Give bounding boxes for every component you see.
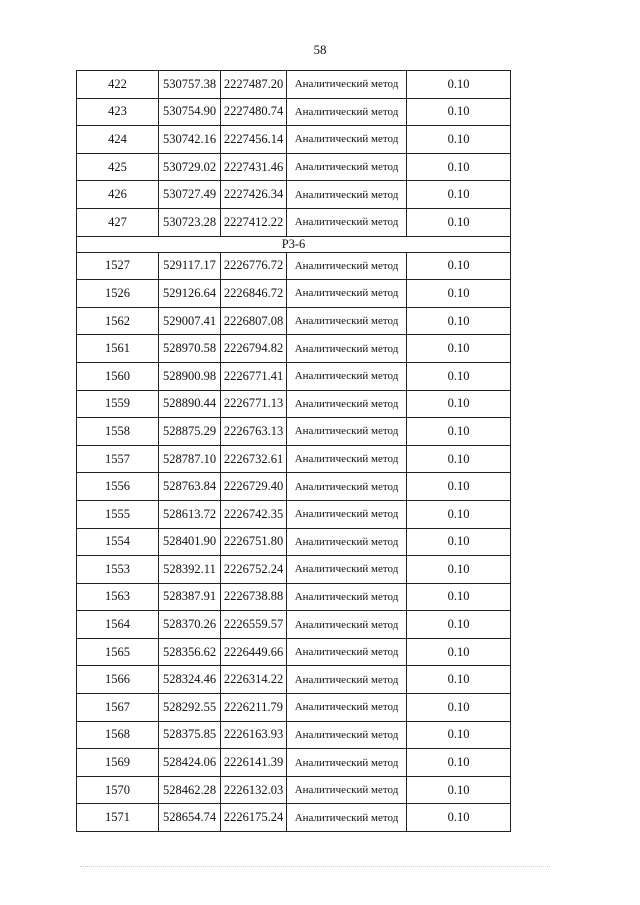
- x-coordinate-cell: 528763.84: [159, 473, 221, 501]
- y-coordinate-cell: 2226163.93: [221, 721, 287, 749]
- accuracy-cell: 0.10: [407, 126, 511, 154]
- method-cell: Аналитический метод: [287, 611, 407, 639]
- table-row: [77, 390, 511, 418]
- point-number-cell: 1557: [77, 445, 159, 473]
- x-coordinate-cell: 528370.26: [159, 611, 221, 639]
- table-row: [77, 445, 511, 473]
- x-coordinate-cell: 530742.16: [159, 126, 221, 154]
- y-coordinate-cell: 2227480.74: [221, 98, 287, 126]
- y-coordinate-cell: 2226732.61: [221, 445, 287, 473]
- point-number-cell: 425: [77, 153, 159, 181]
- accuracy-cell: 0.10: [407, 445, 511, 473]
- x-coordinate-cell: 530727.49: [159, 181, 221, 209]
- x-coordinate-cell: 529117.17: [159, 252, 221, 280]
- y-coordinate-cell: 2226211.79: [221, 694, 287, 722]
- accuracy-cell: 0.10: [407, 98, 511, 126]
- x-coordinate-cell: 528890.44: [159, 390, 221, 418]
- point-number-cell: 1553: [77, 556, 159, 584]
- y-coordinate-cell: 2226751.80: [221, 528, 287, 556]
- method-cell: Аналитический метод: [287, 307, 407, 335]
- y-coordinate-cell: 2226742.35: [221, 500, 287, 528]
- accuracy-cell: 0.10: [407, 638, 511, 666]
- x-coordinate-cell: 529126.64: [159, 280, 221, 308]
- y-coordinate-cell: 2226729.40: [221, 473, 287, 501]
- table-row: [77, 500, 511, 528]
- point-number-cell: 1568: [77, 721, 159, 749]
- table-row: [77, 473, 511, 501]
- table-row: [77, 208, 511, 236]
- point-number-cell: 1563: [77, 583, 159, 611]
- x-coordinate-cell: 528324.46: [159, 666, 221, 694]
- point-number-cell: 1561: [77, 335, 159, 363]
- y-coordinate-cell: 2227456.14: [221, 126, 287, 154]
- point-number-cell: 1565: [77, 638, 159, 666]
- y-coordinate-cell: 2226752.24: [221, 556, 287, 584]
- point-number-cell: 1556: [77, 473, 159, 501]
- table-row: [77, 666, 511, 694]
- method-cell: Аналитический метод: [287, 280, 407, 308]
- y-coordinate-cell: 2226794.82: [221, 335, 287, 363]
- accuracy-cell: 0.10: [407, 153, 511, 181]
- accuracy-cell: 0.10: [407, 418, 511, 446]
- y-coordinate-cell: 2227487.20: [221, 71, 287, 99]
- method-cell: Аналитический метод: [287, 362, 407, 390]
- method-cell: Аналитический метод: [287, 776, 407, 804]
- accuracy-cell: 0.10: [407, 776, 511, 804]
- y-coordinate-cell: 2226846.72: [221, 280, 287, 308]
- table-row: [77, 611, 511, 639]
- accuracy-cell: 0.10: [407, 390, 511, 418]
- table-row: [77, 307, 511, 335]
- accuracy-cell: 0.10: [407, 252, 511, 280]
- accuracy-cell: 0.10: [407, 71, 511, 99]
- method-cell: Аналитический метод: [287, 181, 407, 209]
- point-number-cell: 1554: [77, 528, 159, 556]
- point-number-cell: 1567: [77, 694, 159, 722]
- x-coordinate-cell: 530757.38: [159, 71, 221, 99]
- method-cell: Аналитический метод: [287, 556, 407, 584]
- method-cell: Аналитический метод: [287, 208, 407, 236]
- method-cell: Аналитический метод: [287, 749, 407, 777]
- y-coordinate-cell: 2226738.88: [221, 583, 287, 611]
- table-row: [77, 98, 511, 126]
- point-number-cell: 1571: [77, 804, 159, 832]
- x-coordinate-cell: 528900.98: [159, 362, 221, 390]
- table-row: [77, 280, 511, 308]
- table-row: [77, 776, 511, 804]
- accuracy-cell: 0.10: [407, 804, 511, 832]
- accuracy-cell: 0.10: [407, 556, 511, 584]
- y-coordinate-cell: 2227426.34: [221, 181, 287, 209]
- point-number-cell: 1569: [77, 749, 159, 777]
- point-number-cell: 1560: [77, 362, 159, 390]
- accuracy-cell: 0.10: [407, 583, 511, 611]
- table-row: [77, 71, 511, 99]
- table-row: [77, 638, 511, 666]
- method-cell: Аналитический метод: [287, 418, 407, 446]
- x-coordinate-cell: 529007.41: [159, 307, 221, 335]
- x-coordinate-cell: 528387.91: [159, 583, 221, 611]
- table-row: [77, 126, 511, 154]
- y-coordinate-cell: 2226807.08: [221, 307, 287, 335]
- x-coordinate-cell: 528292.55: [159, 694, 221, 722]
- point-number-cell: 1570: [77, 776, 159, 804]
- accuracy-cell: 0.10: [407, 666, 511, 694]
- table-row: [77, 153, 511, 181]
- x-coordinate-cell: 530754.90: [159, 98, 221, 126]
- x-coordinate-cell: 528970.58: [159, 335, 221, 363]
- point-number-cell: 1559: [77, 390, 159, 418]
- method-cell: Аналитический метод: [287, 153, 407, 181]
- table-row: [77, 418, 511, 446]
- x-coordinate-cell: 528787.10: [159, 445, 221, 473]
- x-coordinate-cell: 530729.02: [159, 153, 221, 181]
- y-coordinate-cell: 2226763.13: [221, 418, 287, 446]
- accuracy-cell: 0.10: [407, 362, 511, 390]
- table-row: [77, 556, 511, 584]
- table-row: [77, 583, 511, 611]
- accuracy-cell: 0.10: [407, 280, 511, 308]
- method-cell: Аналитический метод: [287, 694, 407, 722]
- method-cell: Аналитический метод: [287, 500, 407, 528]
- method-cell: Аналитический метод: [287, 721, 407, 749]
- method-cell: Аналитический метод: [287, 666, 407, 694]
- point-number-cell: 1562: [77, 307, 159, 335]
- accuracy-cell: 0.10: [407, 307, 511, 335]
- table-row: [77, 694, 511, 722]
- x-coordinate-cell: 528654.74: [159, 804, 221, 832]
- table-row: [77, 181, 511, 209]
- method-cell: Аналитический метод: [287, 252, 407, 280]
- accuracy-cell: 0.10: [407, 208, 511, 236]
- coordinates-table: [76, 70, 511, 832]
- accuracy-cell: 0.10: [407, 335, 511, 363]
- x-coordinate-cell: 530723.28: [159, 208, 221, 236]
- x-coordinate-cell: 528613.72: [159, 500, 221, 528]
- table-row: [77, 804, 511, 832]
- y-coordinate-cell: 2226132.03: [221, 776, 287, 804]
- accuracy-cell: 0.10: [407, 181, 511, 209]
- method-cell: Аналитический метод: [287, 638, 407, 666]
- y-coordinate-cell: 2226141.39: [221, 749, 287, 777]
- method-cell: Аналитический метод: [287, 583, 407, 611]
- point-number-cell: 1558: [77, 418, 159, 446]
- y-coordinate-cell: 2226449.66: [221, 638, 287, 666]
- x-coordinate-cell: 528401.90: [159, 528, 221, 556]
- x-coordinate-cell: 528424.06: [159, 749, 221, 777]
- x-coordinate-cell: 528462.28: [159, 776, 221, 804]
- page-number: 58: [313, 42, 327, 57]
- y-coordinate-cell: 2226314.22: [221, 666, 287, 694]
- x-coordinate-cell: 528875.29: [159, 418, 221, 446]
- point-number-cell: 1564: [77, 611, 159, 639]
- method-cell: Аналитический метод: [287, 335, 407, 363]
- table-row: [77, 528, 511, 556]
- accuracy-cell: 0.10: [407, 528, 511, 556]
- y-coordinate-cell: 2226771.13: [221, 390, 287, 418]
- method-cell: Аналитический метод: [287, 804, 407, 832]
- y-coordinate-cell: 2227412.22: [221, 208, 287, 236]
- method-cell: Аналитический метод: [287, 71, 407, 99]
- accuracy-cell: 0.10: [407, 500, 511, 528]
- method-cell: Аналитический метод: [287, 98, 407, 126]
- coordinates-table-body: [77, 71, 511, 832]
- table-row: [77, 749, 511, 777]
- accuracy-cell: 0.10: [407, 611, 511, 639]
- footer-scan-marks: [80, 866, 550, 867]
- table-row: [77, 362, 511, 390]
- point-number-cell: 422: [77, 71, 159, 99]
- y-coordinate-cell: 2226175.24: [221, 804, 287, 832]
- y-coordinate-cell: 2226559.57: [221, 611, 287, 639]
- section-label: Р3-6: [77, 236, 511, 252]
- y-coordinate-cell: 2226776.72: [221, 252, 287, 280]
- point-number-cell: 426: [77, 181, 159, 209]
- method-cell: Аналитический метод: [287, 390, 407, 418]
- method-cell: Аналитический метод: [287, 473, 407, 501]
- y-coordinate-cell: 2226771.41: [221, 362, 287, 390]
- table-row: [77, 252, 511, 280]
- y-coordinate-cell: 2227431.46: [221, 153, 287, 181]
- x-coordinate-cell: 528392.11: [159, 556, 221, 584]
- x-coordinate-cell: 528375.85: [159, 721, 221, 749]
- accuracy-cell: 0.10: [407, 694, 511, 722]
- point-number-cell: 424: [77, 126, 159, 154]
- point-number-cell: 1555: [77, 500, 159, 528]
- table-row: [77, 721, 511, 749]
- section-header-row: [77, 236, 511, 252]
- x-coordinate-cell: 528356.62: [159, 638, 221, 666]
- accuracy-cell: 0.10: [407, 473, 511, 501]
- method-cell: Аналитический метод: [287, 445, 407, 473]
- table-row: [77, 335, 511, 363]
- method-cell: Аналитический метод: [287, 528, 407, 556]
- point-number-cell: 1526: [77, 280, 159, 308]
- accuracy-cell: 0.10: [407, 721, 511, 749]
- method-cell: Аналитический метод: [287, 126, 407, 154]
- point-number-cell: 427: [77, 208, 159, 236]
- point-number-cell: 1566: [77, 666, 159, 694]
- point-number-cell: 423: [77, 98, 159, 126]
- accuracy-cell: 0.10: [407, 749, 511, 777]
- point-number-cell: 1527: [77, 252, 159, 280]
